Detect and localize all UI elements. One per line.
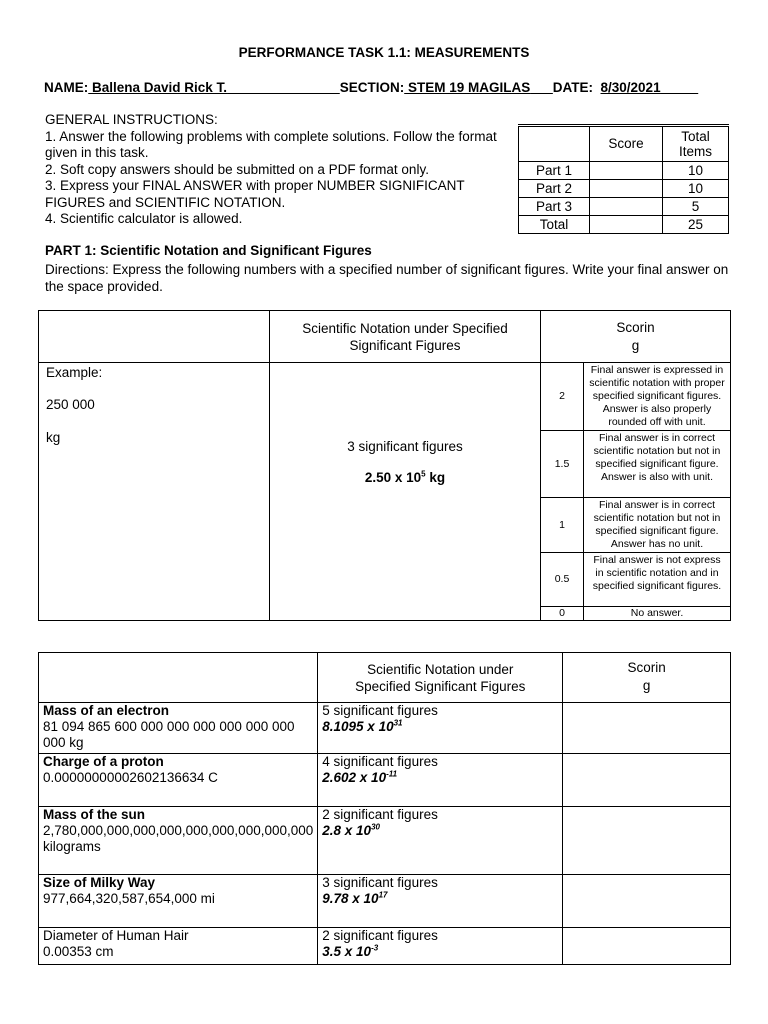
instruction-item: 3. Express your FINAL ANSWER with proper NUMBER SIGNIFICANT FIGURES and SCIENTIFIC NOTATION. <box>45 178 465 210</box>
example-problem-cell <box>39 363 270 621</box>
instruction-item: 4. Scientific calculator is allowed. <box>45 211 243 226</box>
rubric-points: 1.5 <box>541 431 584 498</box>
problem-cell <box>39 754 318 807</box>
scoring-cell[interactable] <box>563 875 731 928</box>
answer-header-blank <box>39 653 318 703</box>
rubric-points: 2 <box>541 363 584 431</box>
name-label: NAME: <box>44 80 89 95</box>
problem-value: 81 094 865 600 000 000 000 000 000 000 000 kg <box>43 719 295 750</box>
rubric-desc: Final answer is not express in scientific notation and in specified significant figures. <box>584 553 731 607</box>
problem-value: 0.00353 cm <box>43 944 114 959</box>
answer-value: 2.8 x $10^{30}$ <box>322 822 380 838</box>
total-cell: 5 <box>663 198 729 216</box>
sigfig-label: 3 significant figures <box>322 875 438 890</box>
date-label: DATE: <box>552 80 593 95</box>
notation-header: Scientific Notation under Specified Significant Figures <box>318 653 563 703</box>
problem-cell <box>39 807 318 875</box>
total-cell: 25 <box>663 216 729 234</box>
problem-value: 2,780,000,000,000,000,000,000,000,000,000 kilograms <box>43 823 314 854</box>
rubric-points: 0 <box>541 607 584 621</box>
answer-table <box>38 652 731 965</box>
part1-directions: Directions: Express the following numbers with a specified number of significant figures. Write your final answer on the space provided. <box>45 262 729 294</box>
problem-title: Size of Milky Way <box>43 875 156 890</box>
answer-cell[interactable] <box>318 807 563 875</box>
example-label: Example: <box>46 365 103 380</box>
rubric-desc: Final answer is in correct scientific notation but not in specified significant figure. Answer has no unit. <box>584 498 731 553</box>
problem-cell <box>39 703 318 754</box>
part-label: Part 2 <box>519 180 590 198</box>
instruction-item: 2. Soft copy answers should be submitted on a PDF format only. <box>45 161 429 177</box>
score-cell[interactable] <box>590 216 663 234</box>
score-cell[interactable] <box>590 180 663 198</box>
scoring-cell[interactable] <box>563 703 731 754</box>
name-field[interactable]: Ballena David Rick T._______________ <box>88 80 340 95</box>
answer-value: 9.78 x $10^{17}$ <box>322 890 388 906</box>
rubric-points: 1 <box>541 498 584 553</box>
total-items-header: Total Items <box>663 126 729 162</box>
part-label: Part 3 <box>519 198 590 216</box>
sigfig-label: 2 significant figures <box>322 928 438 943</box>
example-answer: 2.50 x $10^5$ kg <box>364 469 446 485</box>
example-value: 250 000 <box>46 397 95 412</box>
total-cell: 10 <box>663 162 729 180</box>
date-field[interactable]: 8/30/2021_____ <box>600 80 699 95</box>
answer-cell[interactable] <box>318 875 563 928</box>
problem-title: Diameter of Human Hair <box>43 928 189 943</box>
answer-cell[interactable] <box>318 928 563 965</box>
notation-header: Scientific Notation under Specified Significant Figures <box>270 311 541 363</box>
rubric-desc: Final answer is in correct scientific notation but not in specified significant figure. Answer is also with unit. <box>584 431 731 498</box>
example-header-blank <box>39 311 270 363</box>
answer-value: 3.5 x $10^{-3}$ <box>322 943 379 959</box>
scoring-cell[interactable] <box>563 754 731 807</box>
sigfig-label: 5 significant figures <box>322 703 438 718</box>
problem-title: Mass of the sun <box>43 807 146 822</box>
part-label: Part 1 <box>519 162 590 180</box>
instruction-item: 1. Answer the following problems with complete solutions. Follow the format given in this task. <box>45 128 497 160</box>
instructions-heading: GENERAL INSTRUCTIONS: <box>45 112 218 127</box>
example-unit: kg <box>46 430 61 445</box>
answer-cell[interactable] <box>318 754 563 807</box>
example-table <box>38 310 731 621</box>
score-header-blank <box>519 126 590 162</box>
example-answer-cell <box>270 363 541 621</box>
page-title: PERFORMANCE TASK 1.1: MEASUREMENTS <box>238 45 530 60</box>
score-summary-table <box>518 124 729 234</box>
problem-value: 977,664,320,587,654,000 mi <box>43 891 215 906</box>
sigfig-label: 2 significant figures <box>322 807 438 822</box>
score-cell[interactable] <box>590 162 663 180</box>
sigfig-label: 4 significant figures <box>322 754 438 769</box>
problem-cell <box>39 928 318 965</box>
section-field[interactable]: STEM 19 MAGILAS___ <box>404 80 553 95</box>
rubric-desc: No answer. <box>584 607 731 621</box>
scoring-header: Scorin g <box>563 653 731 703</box>
answer-value: 2.602 x $10^{-11}$ <box>322 769 398 785</box>
student-header <box>44 80 698 95</box>
problem-cell <box>39 875 318 928</box>
problem-title: Mass of an electron <box>43 703 170 718</box>
problem-value: 0.00000000002602136634 C <box>43 770 218 785</box>
part-label: Total <box>519 216 590 234</box>
section-label: SECTION: <box>339 80 405 95</box>
score-header: Score <box>590 126 663 162</box>
part1-heading: PART 1: Scientific Notation and Significant Figures <box>45 243 372 258</box>
rubric-points: 0.5 <box>541 553 584 607</box>
total-cell: 10 <box>663 180 729 198</box>
rubric-desc: Final answer is expressed in scientific notation with proper specified significant figures. Answer is also properly rounded off with unit. <box>584 363 731 431</box>
scoring-cell[interactable] <box>563 807 731 875</box>
problem-title: Charge of a proton <box>43 754 164 769</box>
scoring-header: Scorin g <box>541 311 731 363</box>
answer-value: 8.1095 x $10^{31}$ <box>322 718 403 734</box>
scoring-cell[interactable] <box>563 928 731 965</box>
example-sigfig: 3 significant figures <box>347 439 463 454</box>
answer-cell[interactable] <box>318 703 563 754</box>
general-instructions <box>45 112 515 228</box>
score-cell[interactable] <box>590 198 663 216</box>
